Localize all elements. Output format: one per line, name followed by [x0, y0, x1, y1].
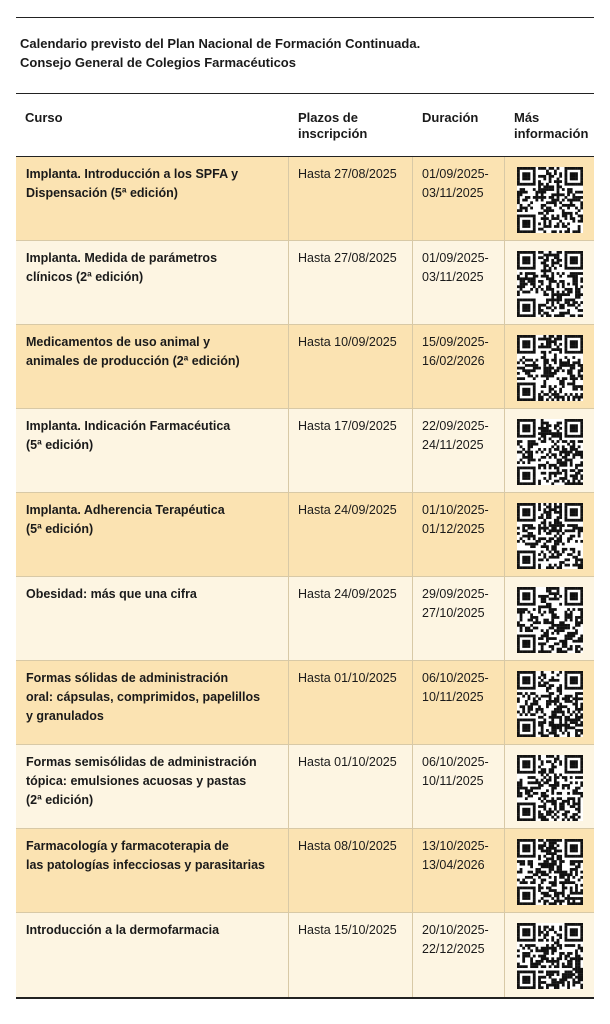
header-course: Curso [25, 110, 63, 125]
course-name-line: (2ª edición) [26, 793, 94, 807]
qr-code-icon[interactable] [517, 587, 583, 653]
header-duration: Duración [422, 110, 479, 125]
title-line-2: Consejo General de Colegios Farmacéuticos [20, 55, 296, 70]
course-name [16, 829, 288, 912]
duration-start: 22/09/2025- [422, 419, 489, 433]
course-name-line: las patologías infecciosas y parasitarias [26, 858, 266, 872]
more-info-cell [504, 493, 594, 576]
duration [412, 745, 504, 828]
duration-end: 27/10/2025 [422, 606, 485, 620]
table-row [16, 157, 594, 241]
course-name-line: oral: cápsulas, comprimidos, papelillos [26, 690, 261, 704]
qr-code-icon[interactable] [517, 335, 583, 401]
qr-code-icon[interactable] [517, 755, 583, 821]
duration-start: 13/10/2025- [422, 839, 489, 853]
duration [412, 577, 504, 660]
qr-code-icon[interactable] [517, 839, 583, 905]
duration [412, 829, 504, 912]
duration-start: 01/09/2025- [422, 167, 489, 181]
qr-code-icon[interactable] [517, 503, 583, 569]
duration-start: 01/09/2025- [422, 251, 489, 265]
top-rule [16, 17, 594, 18]
enrollment-deadline: Hasta 08/10/2025 [288, 829, 412, 912]
duration-end: 16/02/2026 [422, 354, 485, 368]
course-name-line: Implanta. Indicación Farmacéutica [26, 419, 231, 433]
duration-end: 01/12/2025 [422, 522, 485, 536]
duration [412, 493, 504, 576]
qr-code-icon[interactable] [517, 923, 583, 989]
course-name-line: Formas semisólidas de administración [26, 755, 257, 769]
enrollment-deadline: Hasta 01/10/2025 [288, 661, 412, 744]
table-row [16, 913, 594, 999]
duration-start: 06/10/2025- [422, 755, 489, 769]
course-name [16, 661, 288, 744]
more-info-cell [504, 241, 594, 324]
table-row [16, 829, 594, 913]
enrollment-deadline: Hasta 27/08/2025 [288, 157, 412, 240]
duration-end: 24/11/2025 [422, 438, 484, 452]
enrollment-deadline: Hasta 01/10/2025 [288, 745, 412, 828]
duration [412, 157, 504, 240]
course-name-line: Introducción a la dermofarmacia [26, 923, 220, 937]
more-info-cell [504, 745, 594, 828]
course-name-line: Medicamentos de uso animal y [26, 335, 211, 349]
course-name [16, 157, 288, 240]
duration-end: 03/11/2025 [422, 270, 484, 284]
table-header [16, 94, 594, 156]
course-name [16, 745, 288, 828]
table-row [16, 493, 594, 577]
enrollment-deadline: Hasta 24/09/2025 [288, 577, 412, 660]
qr-code-icon[interactable] [517, 251, 583, 317]
duration [412, 241, 504, 324]
duration [412, 325, 504, 408]
course-name-line: Implanta. Adherencia Terapéutica [26, 503, 225, 517]
more-info-cell [504, 661, 594, 744]
header-info [514, 110, 588, 142]
duration-end: 22/12/2025 [422, 942, 485, 956]
table-row [16, 325, 594, 409]
qr-code-icon[interactable] [517, 167, 583, 233]
table-row [16, 409, 594, 493]
course-name-line: tópica: emulsiones acuosas y pastas [26, 774, 247, 788]
header-enrollment-line-1: Plazos de [298, 110, 358, 125]
more-info-cell [504, 157, 594, 240]
course-name-line: Formas sólidas de administración [26, 671, 229, 685]
header-enrollment [298, 110, 367, 142]
table-row [16, 577, 594, 661]
duration-end: 10/11/2025 [422, 774, 484, 788]
course-name-line: y granulados [26, 709, 104, 723]
course-name [16, 493, 288, 576]
duration [412, 409, 504, 492]
course-table-body [16, 157, 594, 999]
enrollment-deadline: Hasta 15/10/2025 [288, 913, 412, 997]
duration-start: 01/10/2025- [422, 503, 489, 517]
document-title [20, 34, 580, 72]
more-info-cell [504, 577, 594, 660]
course-name-line: Dispensación (5ª edición) [26, 186, 178, 200]
duration-end: 03/11/2025 [422, 186, 484, 200]
course-name-line: Implanta. Introducción a los SPFA y [26, 167, 239, 181]
duration [412, 661, 504, 744]
more-info-cell [504, 913, 594, 997]
title-line-1: Calendario previsto del Plan Nacional de Formación Continuada. [20, 36, 421, 51]
course-name [16, 913, 288, 997]
course-name-line: Obesidad: más que una cifra [26, 587, 197, 601]
enrollment-deadline: Hasta 24/09/2025 [288, 493, 412, 576]
header-enrollment-line-2: inscripción [298, 126, 368, 141]
duration-end: 10/11/2025 [422, 690, 484, 704]
course-name [16, 577, 288, 660]
course-name [16, 241, 288, 324]
duration-start: 15/09/2025- [422, 335, 489, 349]
duration-end: 13/04/2026 [422, 858, 485, 872]
more-info-cell [504, 829, 594, 912]
qr-code-icon[interactable] [517, 671, 583, 737]
course-name-line: (5ª edición) [26, 438, 94, 452]
enrollment-deadline: Hasta 17/09/2025 [288, 409, 412, 492]
course-name-line: clínicos (2ª edición) [26, 270, 144, 284]
table-row [16, 661, 594, 745]
header-info-line-2: información [514, 126, 589, 141]
more-info-cell [504, 325, 594, 408]
course-name-line: (5ª edición) [26, 522, 94, 536]
course-name [16, 409, 288, 492]
course-name [16, 325, 288, 408]
enrollment-deadline: Hasta 27/08/2025 [288, 241, 412, 324]
course-name-line: animales de producción (2ª edición) [26, 354, 240, 368]
more-info-cell [504, 409, 594, 492]
qr-code-icon[interactable] [517, 419, 583, 485]
header-info-line-1: Más [514, 110, 540, 125]
duration-start: 20/10/2025- [422, 923, 489, 937]
course-name-line: Implanta. Medida de parámetros [26, 251, 218, 265]
table-row [16, 241, 594, 325]
enrollment-deadline: Hasta 10/09/2025 [288, 325, 412, 408]
duration-start: 06/10/2025- [422, 671, 489, 685]
course-name-line: Farmacología y farmacoterapia de [26, 839, 229, 853]
duration-start: 29/09/2025- [422, 587, 489, 601]
table-row [16, 745, 594, 829]
duration [412, 913, 504, 997]
